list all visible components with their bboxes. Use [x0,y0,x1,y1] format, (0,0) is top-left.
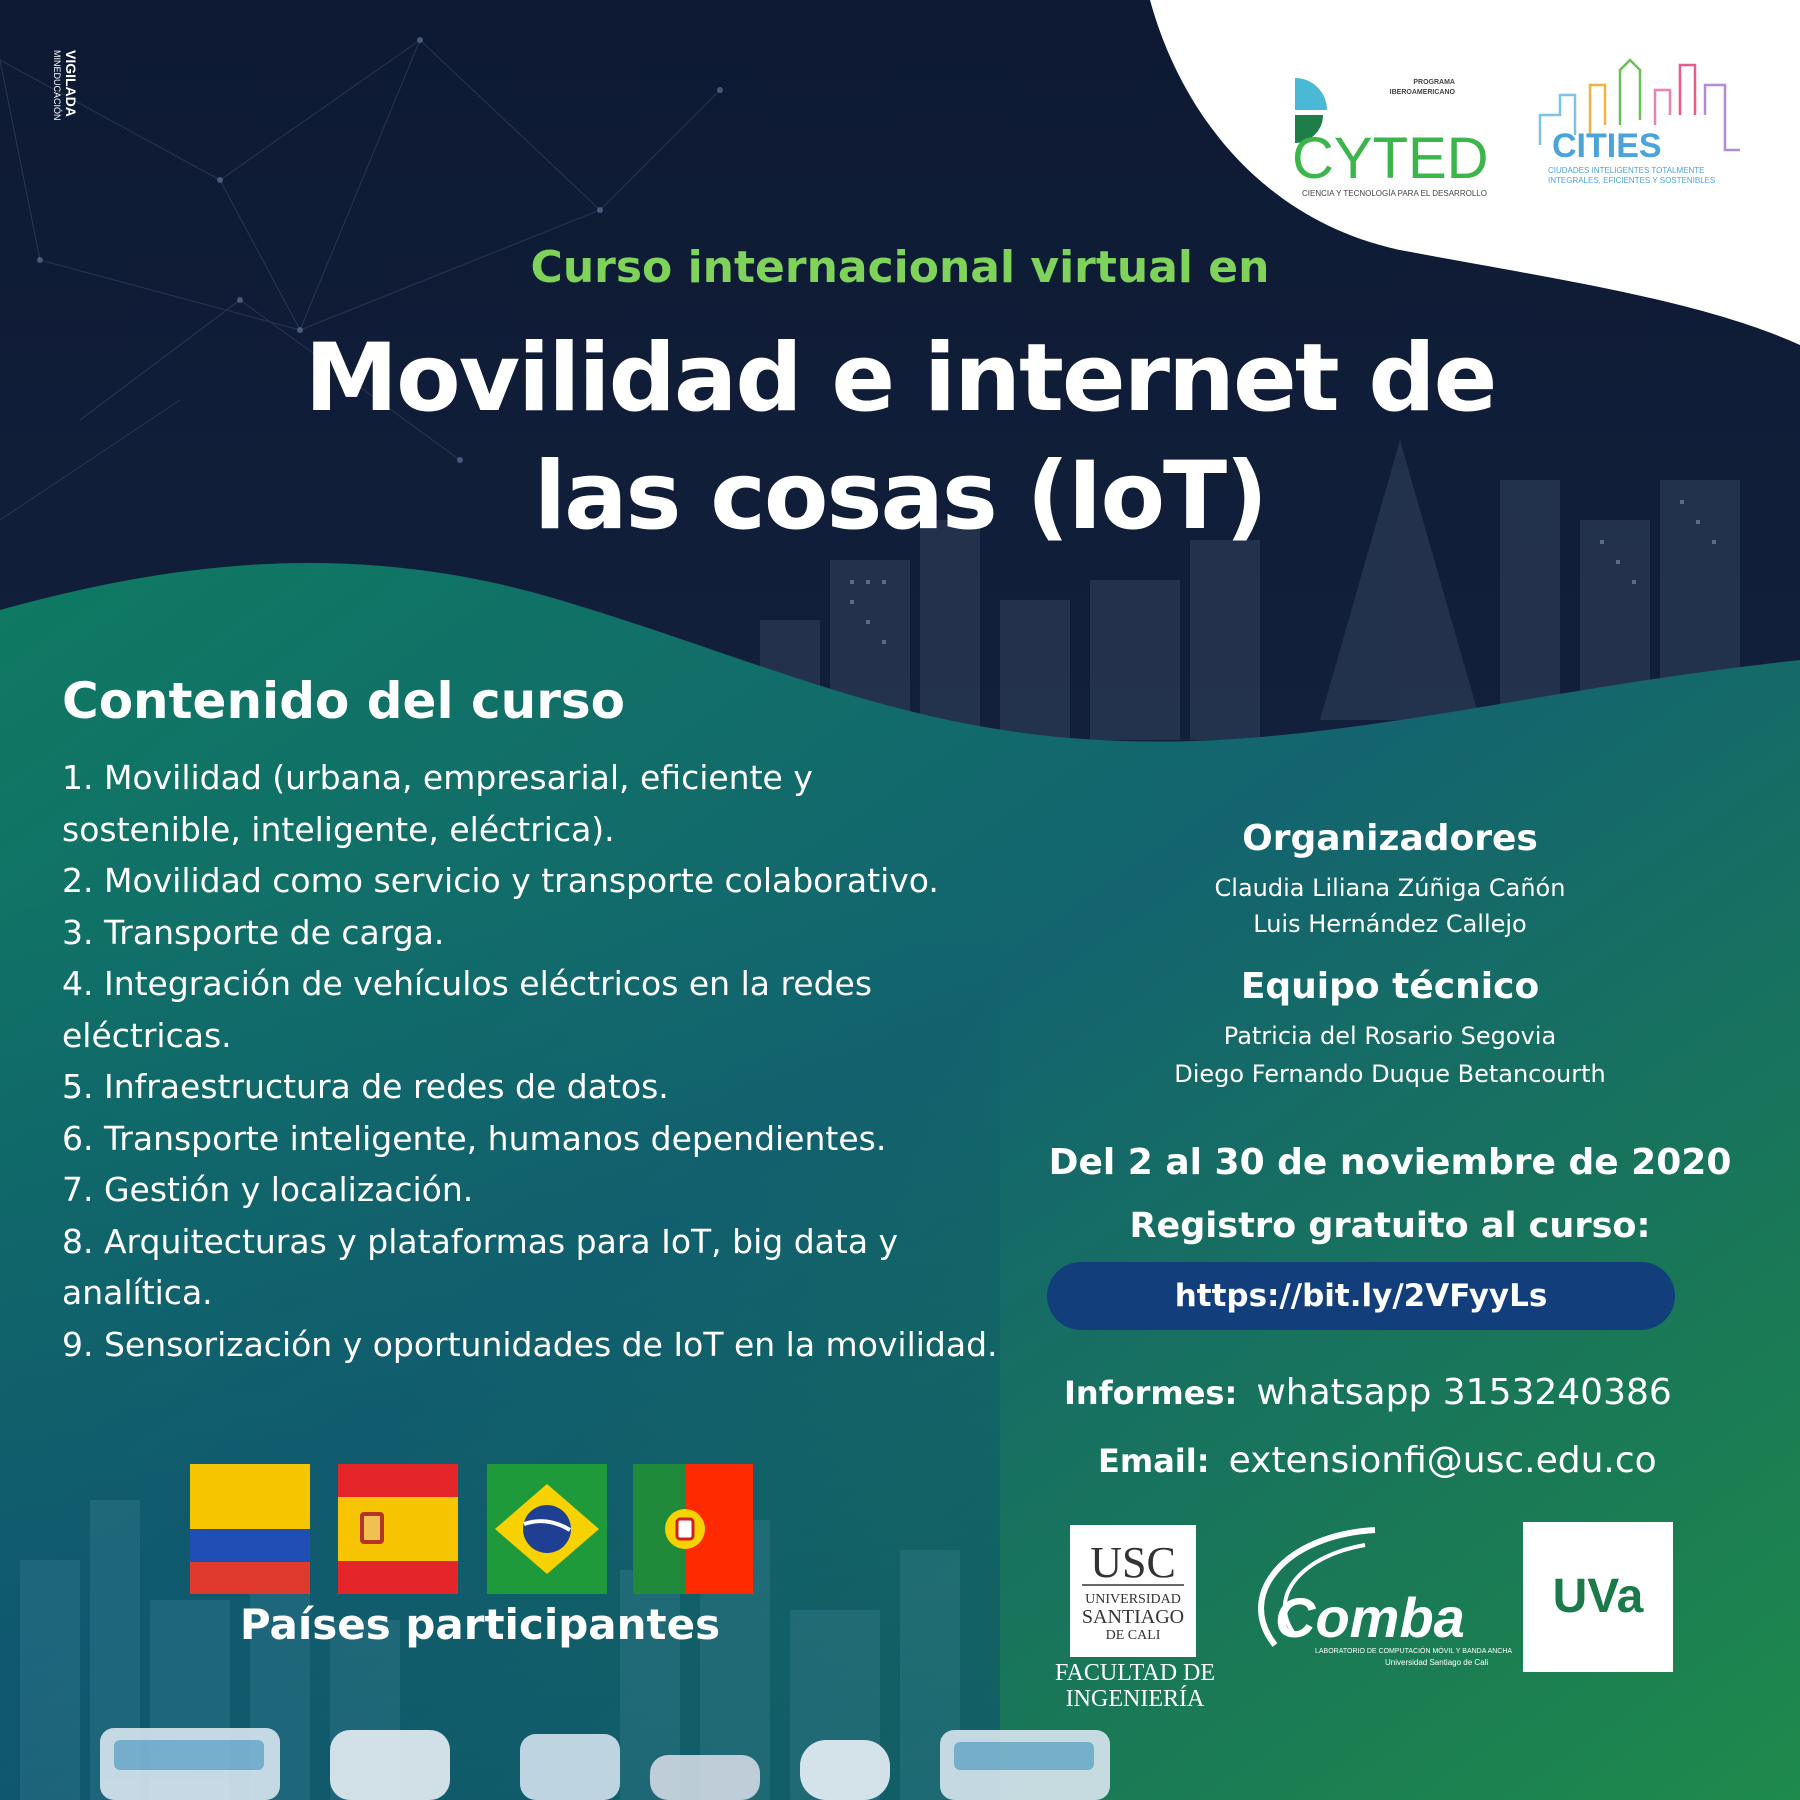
content-item: 1. Movilidad (urbana, empresarial, eficiente y sostenible, inteligente, eléctrica). [62,758,813,849]
portugal-flag [633,1464,753,1594]
content-item: 8. Arquitecturas y plataformas para IoT, big data y analítica. [62,1221,899,1312]
vigilada-watermark [42,48,79,158]
cyted-logo [1290,70,1510,210]
course-title-line2: las cosas (IoT) [533,442,1267,551]
countries-caption: Países participantes [239,1600,721,1649]
cities-name: CITIES [1552,127,1662,165]
cyted-name: CYTED [1292,126,1489,191]
cities-tagline-2: INTEGRALES, EFICIENTES Y SOSTENIBLES [1548,176,1716,185]
usc-faculty-line2: INGENIERÍA [1065,1686,1205,1712]
usc-acronym: USC [1090,1538,1176,1587]
email-label: Email: [1098,1442,1210,1480]
whatsapp-value[interactable]: whatsapp 3153240386 [1256,1372,1672,1413]
mineducacion-text: MINEDUCACIÓN [52,50,62,121]
content-item: 4. Integración de vehículos eléctricos en la redes eléctricas. [62,964,873,1055]
content-item: 5. Infraestructura de redes de datos. [62,1067,669,1106]
cyted-tagline: CIENCIA Y TECNOLOGÍA PARA EL DESARROLLO [1302,189,1487,198]
comba-logo [1245,1525,1513,1675]
spain-flag [338,1464,458,1594]
content-item: 9. Sensorización y oportunidades de IoT en la movilidad. [62,1324,998,1364]
comba-name: Comba [1275,1586,1465,1649]
content-item: 2. Movilidad como servicio y transporte colaborativo. [62,861,939,900]
course-subtitle: Curso internacional virtual en [530,242,1270,293]
usc-faculty-line1: FACULTAD DE [1054,1660,1216,1686]
content-item: 3. Transporte de carga. [62,912,445,952]
usc-logo [1070,1525,1196,1657]
comba-university: Universidad Santiago de Cali [1385,1658,1489,1667]
content-list [62,752,1002,1370]
uva-logo: UVa [1523,1522,1673,1672]
usc-line2: SANTIAGO [1081,1606,1185,1628]
content-item: 7. Gestión y localización. [62,1170,474,1209]
cyted-program-line1: PROGRAMA [1413,79,1455,86]
tech-team-name: Diego Fernando Duque Betancourth [1174,1060,1606,1088]
tech-team-heading: Equipo técnico [1240,966,1540,1007]
tech-team-name: Patricia del Rosario Segovia [1223,1022,1557,1050]
organizers-heading: Organizadores [1242,818,1538,859]
usc-faculty [1040,1660,1230,1712]
brazil-flag [487,1464,607,1594]
usc-line1: UNIVERSIDAD [1085,1592,1181,1607]
course-dates: Del 2 al 30 de noviembre de 2020 [1048,1142,1732,1183]
info-label: Informes: [1064,1374,1238,1412]
content-heading: Contenido del curso [62,672,625,730]
course-title [200,320,1600,556]
info-row [1064,1372,1672,1413]
email-value[interactable]: extensionfi@usc.edu.co [1228,1440,1657,1481]
email-row [1098,1440,1657,1481]
registration-label: Registro gratuito al curso: [1129,1206,1651,1246]
vigilada-text: VIGILADA [63,50,79,117]
organizer-name: Claudia Liliana Zúñiga Cañón [1214,874,1566,902]
usc-line3: DE CALI [1105,1628,1161,1643]
cities-logo [1530,55,1750,205]
registration-link[interactable]: https://bit.ly/2VFyyLs [1047,1262,1675,1330]
content-item: 6. Transporte inteligente, humanos dependientes. [62,1118,887,1158]
cities-tagline-1: CIUDADES INTELIGENTES TOTALMENTE [1548,166,1705,175]
vehicles-strip [100,1728,1110,1800]
comba-subtitle: LABORATORIO DE COMPUTACIÓN MÓVIL Y BANDA ANCHA [1315,1648,1513,1655]
colombia-flag [190,1464,310,1594]
course-title-line1: Movilidad e internet de [304,324,1496,433]
cyted-program-line2: IBEROAMERICANO [1389,89,1455,96]
organizer-name: Luis Hernández Callejo [1253,910,1527,938]
